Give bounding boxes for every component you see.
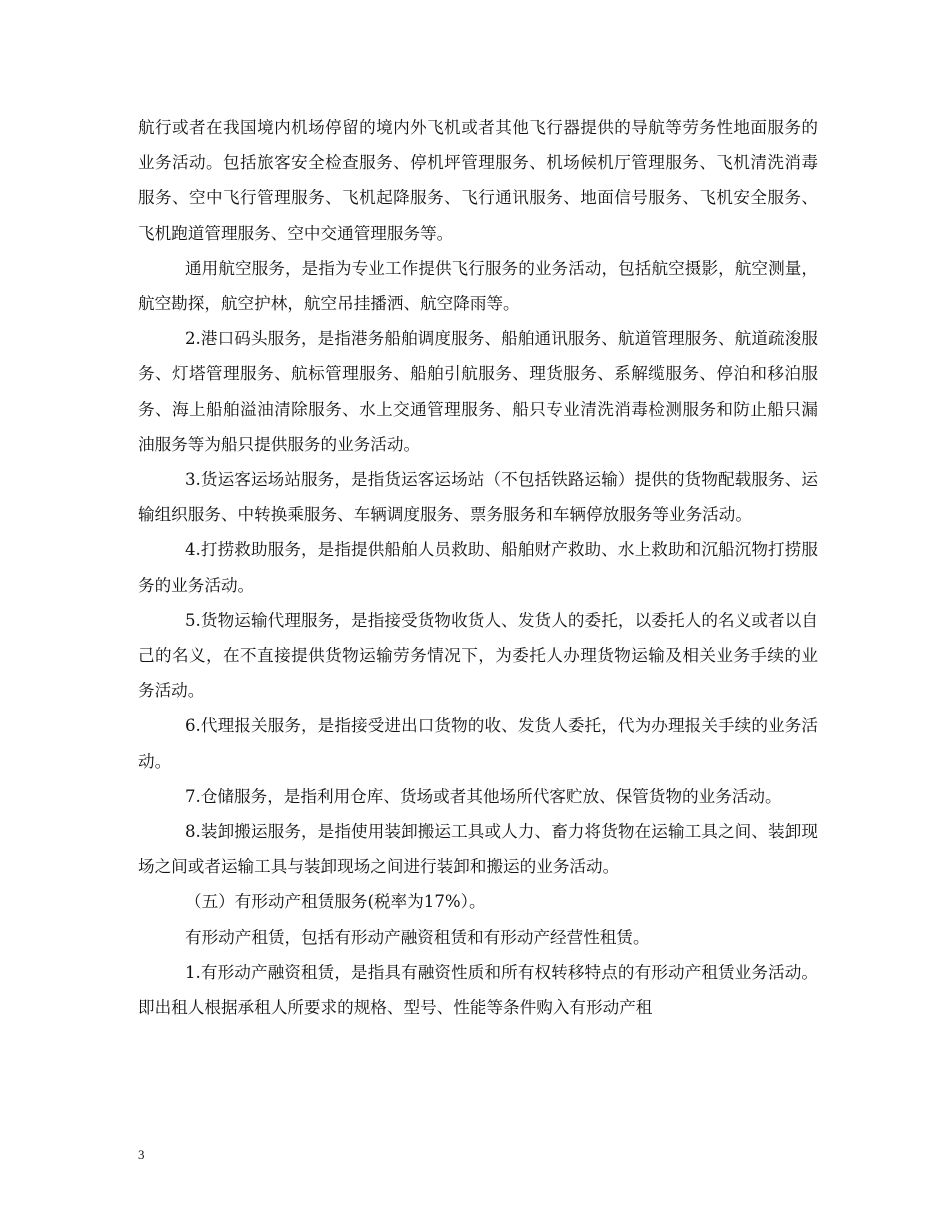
document-body [138,110,818,1025]
paragraph-warehousing: 7.仓储服务，是指利用仓库、货场或者其他场所代客贮放、保管货物的业务活动。 [185,786,782,806]
paragraph-loading-handling: 8.装卸搬运服务，是指使用装卸搬运工具或人力、畜力将货物在运输工具之间、装卸现场之间或者运输工具与装卸现场之间进行装卸和搬运的业务活动。 [138,822,818,877]
paragraph-freight-agency: 5.货物运输代理服务，是指接受货物收货人、发货人的委托，以委托人的名义或者以自己的名义，在不直接提供货物运输劳务情况下，为委托人办理货物运输及相关业务手续的业务活动。 [138,610,818,701]
section-heading-tangible-leasing: （五）有形动产租赁服务(税率为17%）。 [185,892,486,912]
paragraph-leasing-definition: 有形动产租赁，包括有形动产融资租赁和有形动产经营性租赁。 [185,927,650,947]
page-number: 3 [138,1147,145,1162]
paragraph-port-services: 2.港口码头服务，是指港务船舶调度服务、船舶通讯服务、航道管理服务、航道疏浚服务、灯塔管理服务、航标管理服务、船舶引航服务、理货服务、系解缆服务、停泊和移泊服务、海上船舶溢油清除服务、水上交通管理服务、船只专业清洗消毒检测服务和防止船只漏油服务等为船只提供服务的业务活动。 [138,329,818,454]
paragraph-customs-agency: 6.代理报关服务，是指接受进出口货物的收、发货人委托，代为办理报关手续的业务活动。 [138,716,818,771]
paragraph-financial-leasing: 1.有形动产融资租赁，是指具有融资性质和所有权转移特点的有形动产租赁业务活动。即出租人根据承租人所要求的规格、型号、性能等条件购入有形动产租 [138,962,818,1018]
paragraph-continuation: 航行或者在我国境内机场停留的境内外飞机或者其他飞行器提供的导航等劳务性地面服务的业务活动。包括旅客安全检查服务、停机坪管理服务、机场候机厅管理服务、飞机清洗消毒服务、空中飞行管理服务、飞机起降服务、飞行通讯服务、地面信号服务、飞机安全服务、飞机跑道管理服务、空中交通管理服务等。 [138,118,818,243]
paragraph-salvage-rescue: 4.打捞救助服务，是指提供船舶人员救助、船舶财产救助、水上救助和沉船沉物打捞服务的业务活动。 [138,540,818,595]
paragraph-general-aviation: 通用航空服务，是指为专业工作提供飞行服务的业务活动，包括航空摄影，航空测量，航空勘探，航空护林，航空吊挂播洒、航空降雨等。 [138,258,818,314]
paragraph-freight-passenger-stations: 3.货运客运场站服务，是指货运客运场站（不包括铁路运输）提供的货物配载服务、运输组织服务、中转换乘服务、车辆调度服务、票务服务和车辆停放服务等业务活动。 [138,470,818,525]
